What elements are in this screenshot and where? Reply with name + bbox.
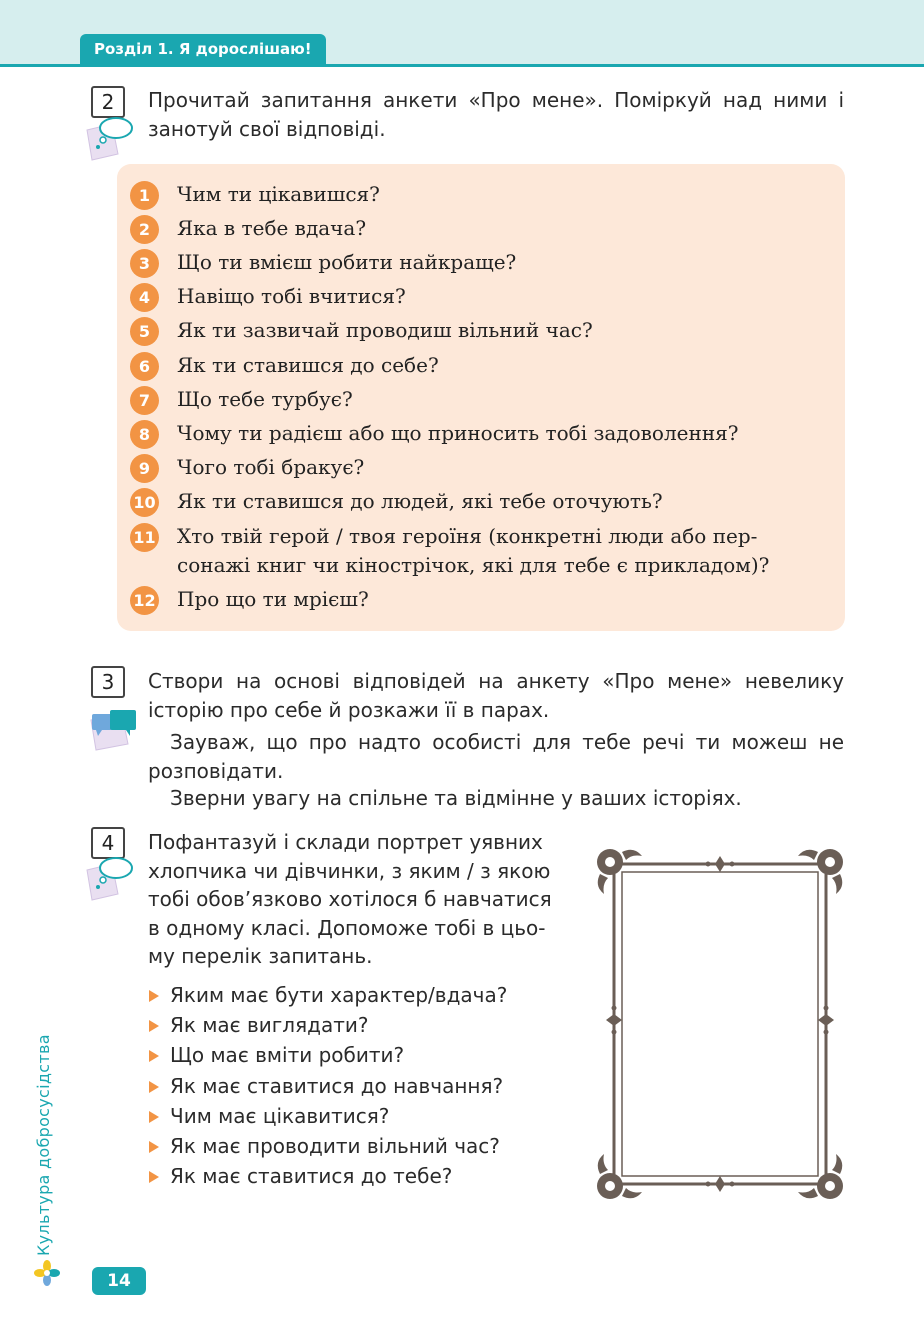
bullet-item: Як має проводити вільний час? bbox=[148, 1131, 578, 1161]
question-bullet-list bbox=[148, 980, 578, 1191]
bullet-arrow-icon bbox=[149, 1171, 159, 1183]
question-text: Чим ти цікавишся? bbox=[177, 182, 380, 206]
question-text-continued: сонажі книг чи кінострічок, які для тебе є прикладом)? bbox=[177, 553, 770, 577]
question-number: 10 bbox=[130, 488, 159, 517]
task4-line: тобі обов’язково хотілося б навчатися bbox=[148, 887, 552, 911]
question-text: Яка в тебе вдача? bbox=[177, 216, 367, 240]
question-text: Навіщо тобі вчитися? bbox=[177, 284, 406, 308]
task4-instruction bbox=[148, 828, 578, 971]
question-text: Як ти зазвичай проводиш вільний час? bbox=[177, 318, 593, 342]
thought-bubble-icon bbox=[84, 114, 136, 162]
bullet-arrow-icon bbox=[149, 1020, 159, 1032]
question-number: 2 bbox=[130, 215, 159, 244]
bullet-arrow-icon bbox=[149, 1111, 159, 1123]
bullet-item: Як має ставитися до тебе? bbox=[148, 1161, 578, 1191]
question-text: Про що ти мрієш? bbox=[177, 587, 369, 611]
question-text: Як ти ставишся до людей, які тебе оточують? bbox=[177, 489, 663, 513]
bullet-arrow-icon bbox=[149, 1081, 159, 1093]
bullet-arrow-icon bbox=[149, 990, 159, 1002]
question-number: 5 bbox=[130, 317, 159, 346]
task3-note-1: Зауваж, що про надто особисті для тебе речі ти можеш не розповідати. bbox=[148, 730, 844, 783]
page-number: 14 bbox=[92, 1267, 146, 1295]
task4-line: в одному класі. Допоможе тобі в цьо- bbox=[148, 915, 546, 940]
question-number: 4 bbox=[130, 283, 159, 312]
question-text: Що ти вмієш робити найкраще? bbox=[177, 250, 517, 274]
question-number: 12 bbox=[130, 586, 159, 615]
questionnaire-box bbox=[117, 164, 845, 631]
task2-instruction: Прочитай запитання анкети «Про мене». Поміркуй над ними і занотуй свої відповіді. bbox=[148, 88, 844, 141]
dialog-bubbles-icon bbox=[88, 706, 140, 754]
frame-side-ornaments bbox=[606, 856, 834, 1192]
question-number: 7 bbox=[130, 386, 159, 415]
frame-corner-ornaments bbox=[597, 849, 843, 1199]
task4-line: му перелік запитань. bbox=[148, 944, 373, 968]
side-label: Культура добросусідства bbox=[34, 1034, 53, 1256]
portrait-frame bbox=[592, 844, 848, 1204]
question-number: 6 bbox=[130, 352, 159, 381]
question-text: Чому ти радієш або що приносить тобі задоволення? bbox=[177, 421, 739, 445]
bullet-item: Як має виглядати? bbox=[148, 1010, 578, 1040]
question-text: Що тебе турбує? bbox=[177, 387, 353, 411]
question-text: Чого тобі бракує? bbox=[177, 455, 365, 479]
bullet-arrow-icon bbox=[149, 1141, 159, 1153]
flower-icon bbox=[34, 1260, 60, 1286]
question-number: 11 bbox=[130, 523, 159, 552]
question-number: 1 bbox=[130, 181, 159, 210]
bullet-item: Чим має цікавитися? bbox=[148, 1101, 578, 1131]
task4-line: Пофантазуй і склади портрет уявних bbox=[148, 830, 543, 854]
bullet-item: Яким має бути характер/вдача? bbox=[148, 980, 578, 1010]
bullet-item: Що має вміти робити? bbox=[148, 1040, 578, 1070]
question-number: 9 bbox=[130, 454, 159, 483]
thought-bubble-icon bbox=[84, 854, 136, 902]
question-number: 3 bbox=[130, 249, 159, 278]
task4-line: хлопчика чи дівчинки, з яким / з якою bbox=[148, 858, 551, 883]
task3-instruction: Створи на основі відповідей на анкету «Про мене» невелику історію про себе й розкажи її в парах. bbox=[148, 669, 844, 722]
bullet-arrow-icon bbox=[149, 1050, 159, 1062]
bullet-item: Як має ставитися до навчання? bbox=[148, 1071, 578, 1101]
section-label: Розділ 1. Я дорослішаю! bbox=[80, 34, 326, 65]
question-text: Хто твій герой / твоя героїня (конкретні люди або пер- bbox=[177, 524, 758, 548]
task3-note-2: Зверни увагу на спільне та відмінне у ваших історіях. bbox=[170, 786, 742, 810]
task-number-2: 2 bbox=[91, 86, 125, 118]
task-number-4: 4 bbox=[91, 827, 125, 859]
task-number-3: 3 bbox=[91, 666, 125, 698]
question-text: Як ти ставишся до себе? bbox=[177, 353, 439, 377]
question-number: 8 bbox=[130, 420, 159, 449]
